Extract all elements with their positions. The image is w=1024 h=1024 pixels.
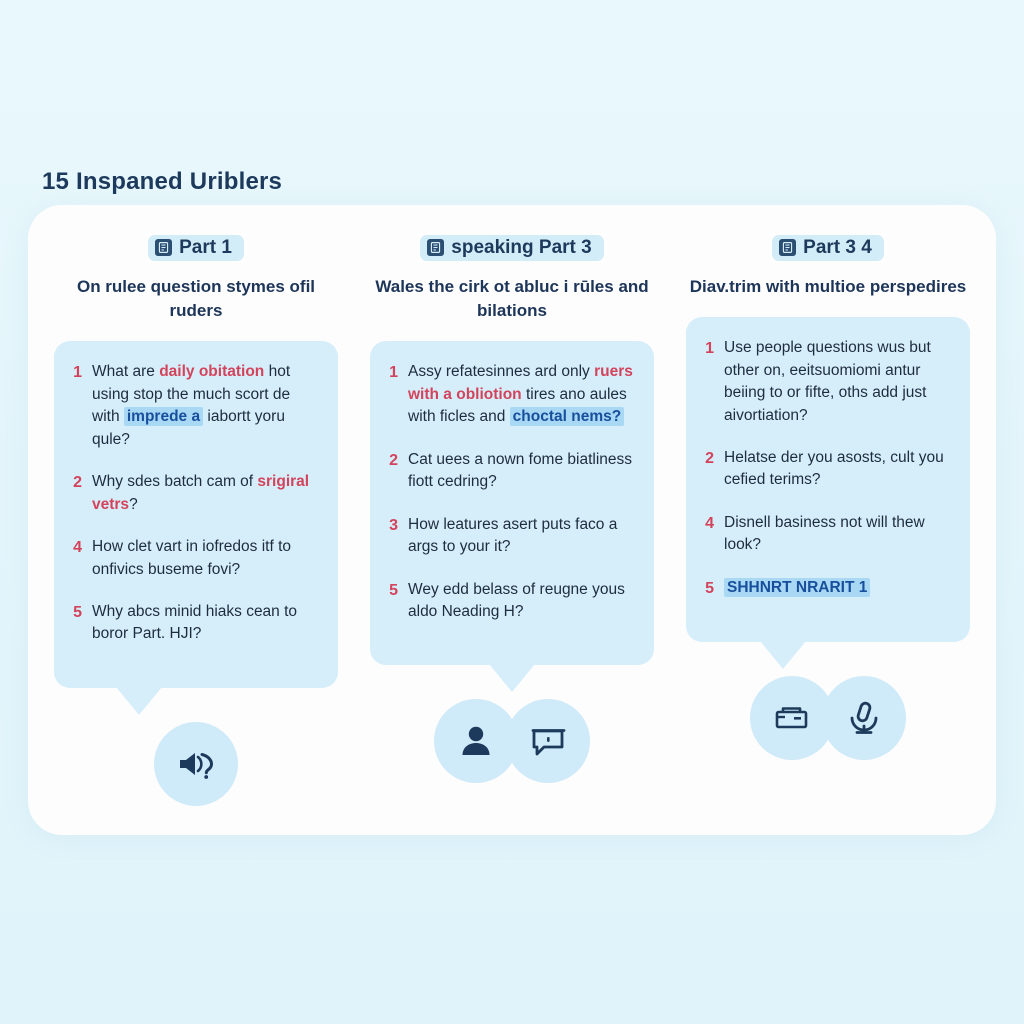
question-text xyxy=(724,447,952,492)
highlight-blue: SHHNRT NRARIT 1 xyxy=(724,578,870,597)
question-item[interactable] xyxy=(700,447,952,492)
text-run: Why abcs minid hiaks cean to boror Part. HJI? xyxy=(92,603,298,643)
content-card xyxy=(28,205,996,835)
question-text xyxy=(408,579,636,624)
question-bubble xyxy=(686,317,970,642)
question-text xyxy=(724,337,952,427)
question-number: 1 xyxy=(389,364,398,382)
question-number: 5 xyxy=(389,581,398,599)
text-run: How leatures asert puts faco a args to your it? xyxy=(408,515,618,556)
question-text xyxy=(408,449,636,494)
question-bubble-wrap xyxy=(54,341,338,688)
question-text xyxy=(92,361,320,451)
column-subtitle: Wales the cirk ot abluc i rūles and bilations xyxy=(375,277,649,321)
text-run: ? xyxy=(129,495,138,513)
text-run: tires ano aules with ficles and xyxy=(408,385,627,426)
question-number: 2 xyxy=(705,450,714,467)
question-item[interactable] xyxy=(700,512,952,557)
text-run: Why sdes batch cam of xyxy=(92,473,258,491)
question-bubble xyxy=(370,341,654,665)
icon-row xyxy=(756,676,900,760)
text-run: Assy refatesinnes ard only xyxy=(408,363,595,381)
emphasis-red: daily obitation xyxy=(159,363,265,381)
question-bubble-wrap xyxy=(370,341,654,665)
question-item[interactable] xyxy=(68,536,320,581)
text-run: What are xyxy=(92,363,160,381)
highlight-blue: imprede a xyxy=(124,407,203,426)
question-item[interactable] xyxy=(384,579,636,624)
question-number: 1 xyxy=(705,340,714,358)
column-badge[interactable] xyxy=(420,235,603,261)
question-number: 4 xyxy=(705,514,714,532)
column-badge[interactable] xyxy=(772,235,884,261)
question-item[interactable] xyxy=(384,514,636,559)
text-run: iabortt yoru qule? xyxy=(92,408,285,448)
question-item[interactable] xyxy=(68,601,320,646)
text-run: Cat uees a nown fome biatliness fiott cedring? xyxy=(408,450,633,491)
icon-row xyxy=(160,722,232,806)
speaker-question-icon[interactable] xyxy=(154,722,238,806)
question-text xyxy=(92,471,320,516)
text-run: Use people questions wus but other on, eeitsuomiomi antur beiing to or fifte, oths add just aivortiation? xyxy=(724,339,931,424)
question-number: 2 xyxy=(73,474,82,492)
question-number: 4 xyxy=(73,539,82,557)
question-text xyxy=(724,512,952,557)
column-subtitle: On rulee question stymes ofil ruders xyxy=(76,277,316,321)
book-icon xyxy=(427,239,444,256)
bubble-tail xyxy=(760,641,806,669)
question-item[interactable] xyxy=(68,361,320,451)
bubble-tail xyxy=(489,664,535,692)
question-number: 3 xyxy=(389,516,398,534)
column-3 xyxy=(676,235,980,835)
text-run: Disnell basiness not will thew look? xyxy=(724,513,925,554)
badge-label: speaking Part 3 xyxy=(451,237,592,258)
badge-label: Part 1 xyxy=(179,237,232,258)
column-2 xyxy=(360,235,664,835)
bubble-tail xyxy=(116,687,162,715)
clipboard-icon xyxy=(779,239,796,256)
question-number: 1 xyxy=(73,364,82,382)
text-run: Wey edd belass of reugne yous aldo Neading H? xyxy=(408,580,625,620)
text-run: Helatse der you asosts, cult you cefied terims? xyxy=(724,449,944,489)
column-badge[interactable] xyxy=(148,235,244,261)
question-item[interactable] xyxy=(700,337,952,427)
question-text xyxy=(92,536,320,581)
emphasis-red: srigiral vetrs xyxy=(92,473,310,513)
emphasis-red: ruers with a obliotion xyxy=(408,363,633,403)
page-title: 15 Inspaned Uriblers xyxy=(42,168,283,195)
microphone-icon[interactable] xyxy=(822,676,906,760)
column-subtitle: Diav.trim with multioe perspedires xyxy=(689,277,967,296)
question-number: 5 xyxy=(705,579,714,597)
badge-label: Part 3 4 xyxy=(803,237,872,258)
question-text xyxy=(92,601,320,646)
question-item[interactable] xyxy=(700,577,952,600)
question-text xyxy=(408,361,636,428)
note-icon xyxy=(155,239,172,256)
question-number: 5 xyxy=(73,604,82,621)
question-item[interactable] xyxy=(384,361,636,428)
icon-row xyxy=(440,699,584,783)
text-run: hot using stop the much scort de with xyxy=(92,363,291,426)
question-text xyxy=(724,577,952,600)
question-bubble xyxy=(54,341,338,688)
chat-bubble-icon[interactable] xyxy=(506,699,590,783)
columns-container xyxy=(28,205,996,835)
question-bubble-wrap xyxy=(686,317,970,642)
question-item[interactable] xyxy=(384,449,636,494)
text-run: How clet vart in iofredos itf to onfivics buseme fovi? xyxy=(92,538,291,578)
question-item[interactable] xyxy=(68,471,320,516)
column-1 xyxy=(44,235,348,835)
highlight-blue: choctal nems? xyxy=(510,407,625,426)
question-text xyxy=(408,514,636,559)
question-number: 2 xyxy=(389,451,398,469)
